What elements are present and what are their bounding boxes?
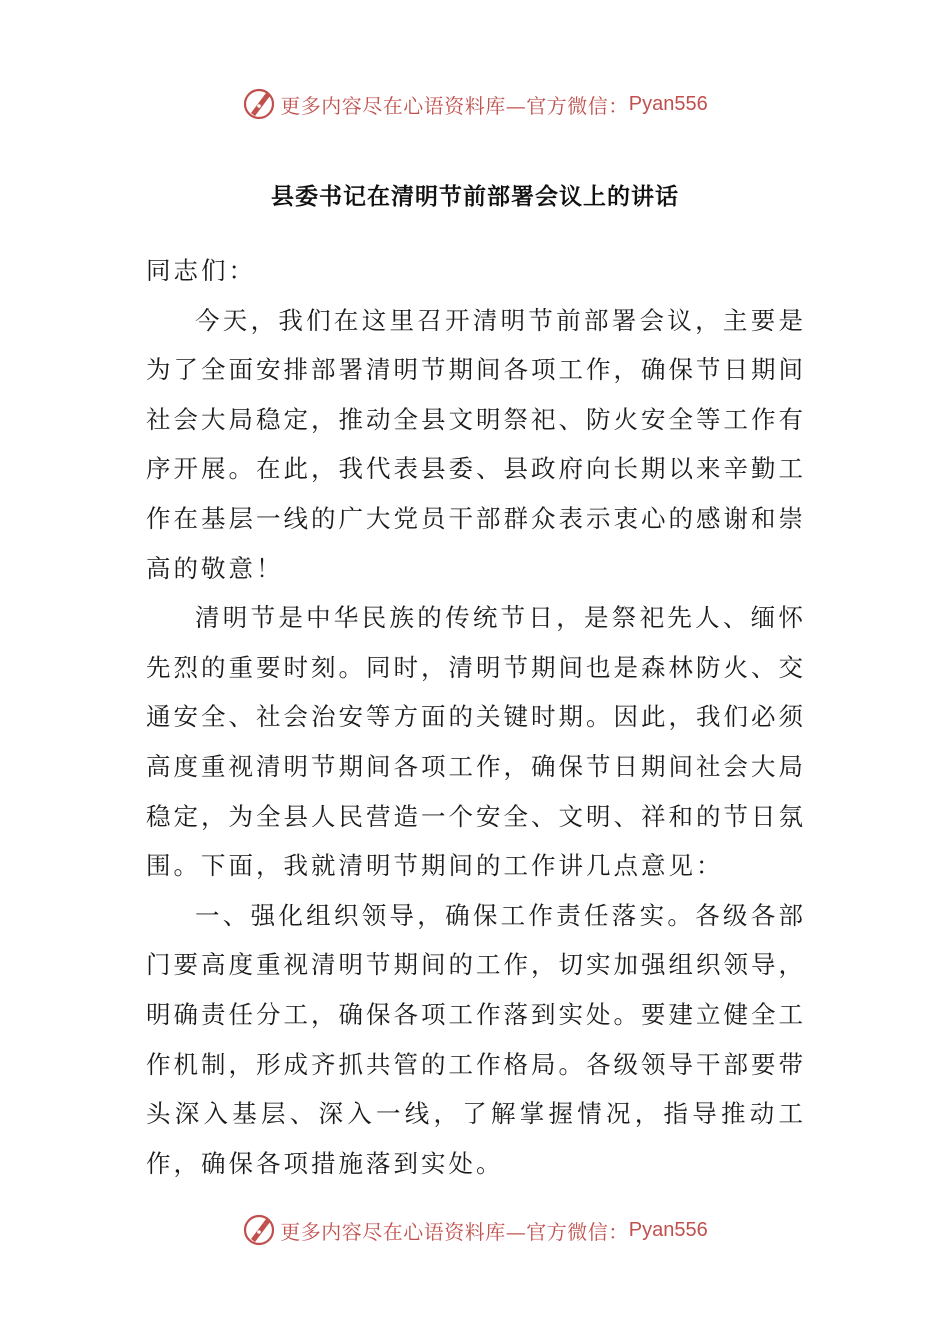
document-title: 县委书记在清明节前部署会议上的讲话 [271,184,679,210]
salutation: 同志们： [146,256,256,285]
paragraph-opening: 今天，我们在这里召开清明节前部署会议，主要是为了全面安排部署清明节期间各项工作，确保节日期间社会大局稳定，推动全县文明祭祀、防火安全等工作有序开展。在此，我代表县委、县政府向长期以来辛勤工作在基层一线的广大党员干部群众表示衷心的感谢和崇高的敬意！ [146,305,806,583]
pen-nib-logo-icon [242,1213,276,1247]
watermark-wechat-id: Pyan556 [628,1218,708,1241]
watermark-wechat-id: Pyan556 [628,92,708,115]
paragraph-background: 清明节是中华民族的传统节日，是祭祀先人、缅怀先烈的重要时刻。同时，清明节期间也是森林防火、交通安全、社会治安等方面的关键时期。因此，我们必须高度重视清明节期间各项工作，确保节日期间社会大局稳定，为全县人民营造一个安全、文明、祥和的节日氛围。下面，我就清明节期间的工作讲几点意见： [146,603,806,881]
paragraph-point-one: 一、强化组织领导，确保工作责任落实。各级各部门要高度重视清明节期间的工作，切实加强组织领导，明确责任分工，确保各项工作落到实处。要建立健全工作机制，形成齐抓共管的工作格局。各级领导干部要带头深入基层、深入一线，了解掌握情况，指导推动工作，确保各项措施落到实处。 [146,900,806,1178]
pen-nib-logo-icon [242,87,276,121]
footer-watermark [0,1210,950,1250]
watermark-text: 更多内容尽在心语资料库—官方微信： [280,1219,629,1244]
watermark-text: 更多内容尽在心语资料库—官方微信： [280,93,629,118]
document-body [146,246,806,1188]
header-watermark [0,84,950,124]
